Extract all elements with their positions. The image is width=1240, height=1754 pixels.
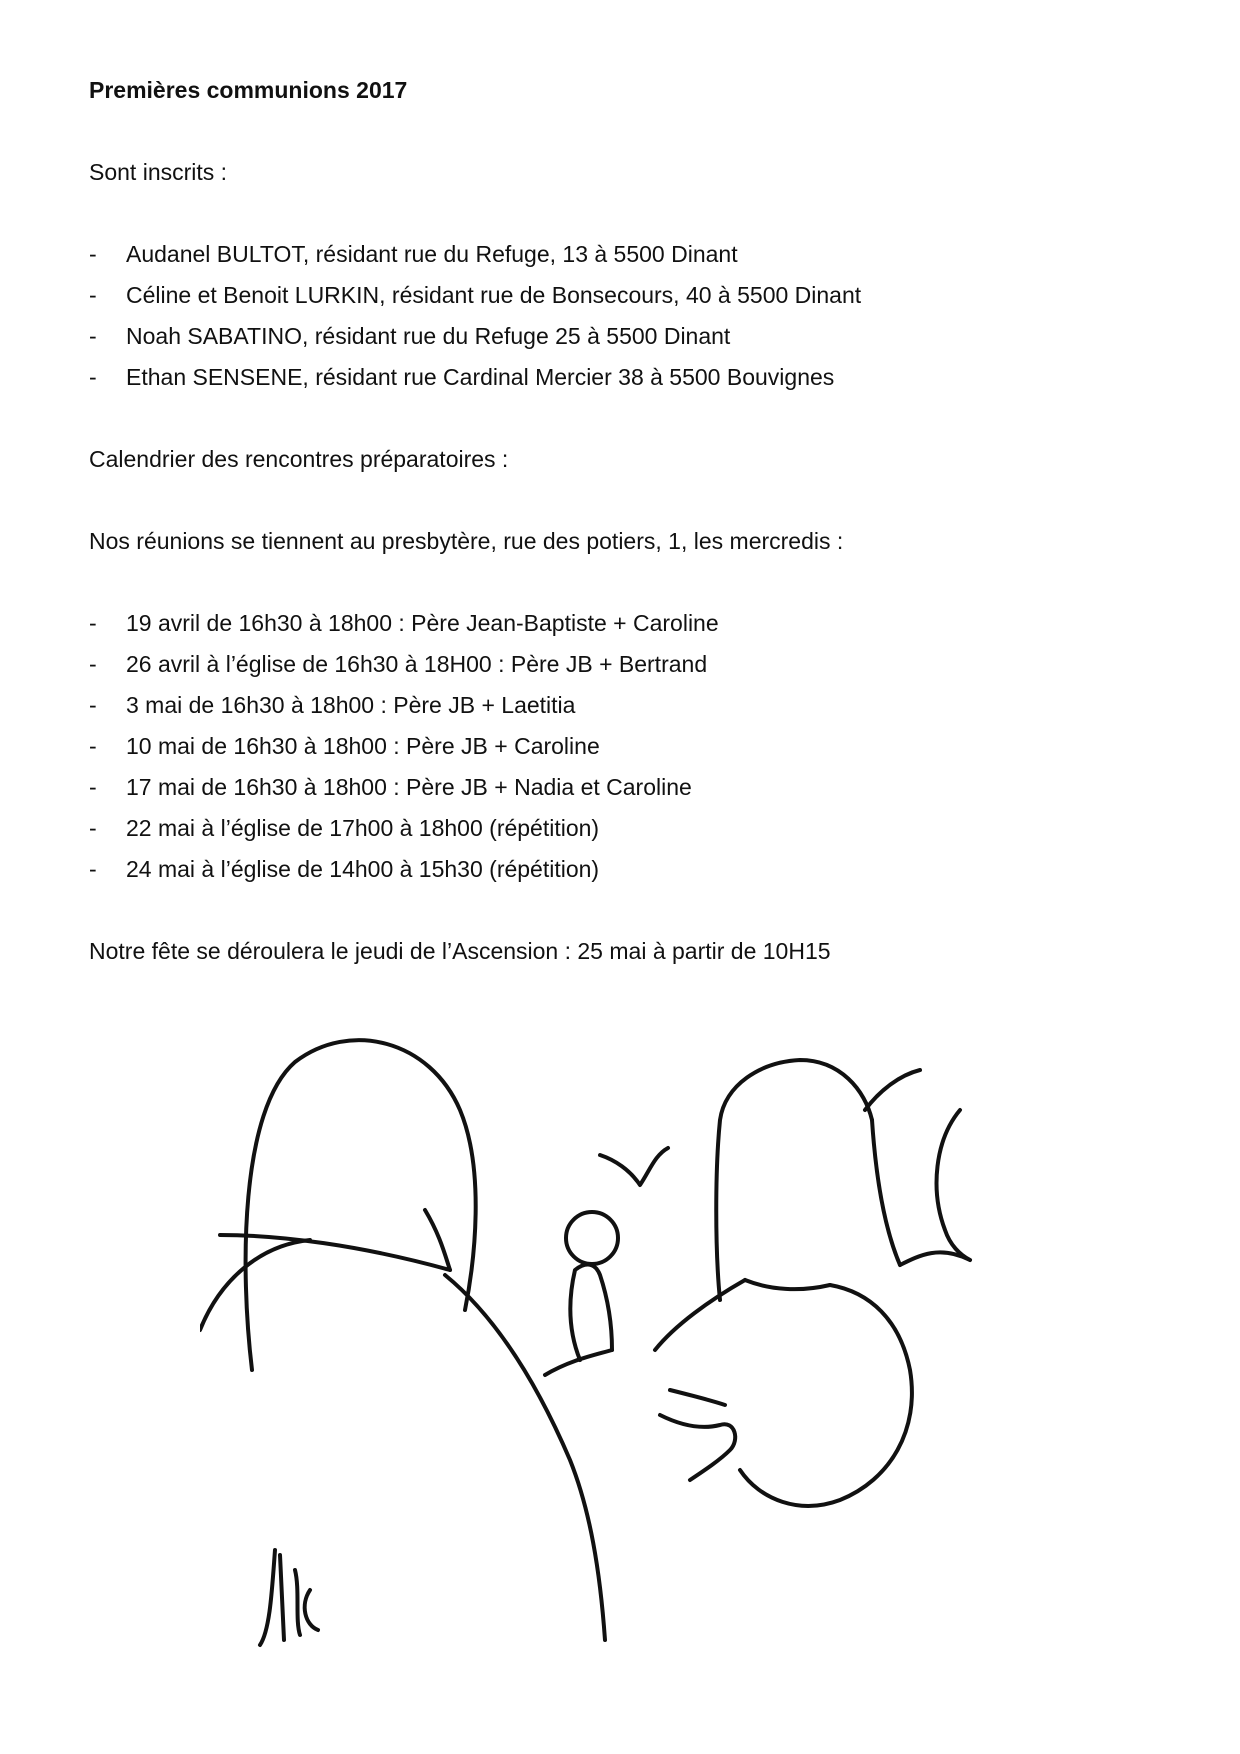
bullet-dash: - <box>89 651 97 677</box>
registered-entry: Noah SABATINO, résidant rue du Refuge 25 à 5500 Dinant <box>126 323 731 349</box>
communion-drawing <box>200 1030 1060 1660</box>
child-collar <box>745 1280 830 1289</box>
child-hair-right <box>872 1120 900 1265</box>
list-item <box>89 316 1149 357</box>
registered-entry: Audanel BULTOT, résidant rue du Refuge, 13 à 5500 Dinant <box>126 241 738 267</box>
bullet-dash: - <box>89 282 97 308</box>
meeting-entry: 22 mai à l’église de 17h00 à 18h00 (répétition) <box>126 815 600 841</box>
celebration-note: Notre fête se déroulera le jeudi de l’Ascension : 25 mai à partir de 10H15 <box>89 938 831 964</box>
list-item <box>89 685 1149 726</box>
priest-head-outline <box>246 1040 476 1370</box>
list-item <box>89 603 1149 644</box>
calendar-heading: Calendrier des rencontres préparatoires : <box>89 446 509 472</box>
document-title: Premières communions 2017 <box>89 77 408 103</box>
bullet-dash: - <box>89 815 97 841</box>
priest-hand <box>570 1265 612 1360</box>
child-shoulder-right <box>740 1285 912 1506</box>
bird-shape <box>865 1070 920 1110</box>
priest-collar-fold <box>425 1210 450 1270</box>
list-item <box>89 275 1149 316</box>
meeting-entry: 10 mai de 16h30 à 18h00 : Père JB + Caroline <box>126 733 600 759</box>
registered-entry: Céline et Benoit LURKIN, résidant rue de Bonsecours, 40 à 5500 Dinant <box>126 282 862 308</box>
list-item <box>89 808 1149 849</box>
list-item <box>89 849 1149 890</box>
priest-back-line <box>445 1275 605 1640</box>
priest-shoulder <box>200 1240 310 1330</box>
host-circle <box>566 1212 618 1264</box>
registered-entry: Ethan SENSENE, résidant rue Cardinal Mercier 38 à 5500 Bouvignes <box>126 364 835 390</box>
child-fingers <box>670 1390 725 1405</box>
list-item <box>89 726 1149 767</box>
neighbour-head <box>937 1110 970 1260</box>
bullet-dash: - <box>89 323 97 349</box>
list-item <box>89 644 1149 685</box>
bullet-dash: - <box>89 692 97 718</box>
neighbour-shoulder <box>900 1252 970 1265</box>
signature-mark <box>260 1550 318 1645</box>
meeting-entry: 24 mai à l’église de 14h00 à 15h30 (répétition) <box>126 856 600 882</box>
document-text <box>89 70 1149 972</box>
child-hand <box>660 1415 735 1480</box>
bullet-dash: - <box>89 856 97 882</box>
registered-list <box>89 234 1149 398</box>
meeting-entry: 3 mai de 16h30 à 18h00 : Père JB + Laetitia <box>126 692 576 718</box>
meeting-entry: 17 mai de 16h30 à 18h00 : Père JB + Nadia et Caroline <box>126 774 692 800</box>
bullet-dash: - <box>89 733 97 759</box>
list-item <box>89 767 1149 808</box>
child-head <box>716 1060 872 1300</box>
list-item <box>89 357 1149 398</box>
meetings-list <box>89 603 1149 890</box>
list-item <box>89 234 1149 275</box>
meetings-intro: Nos réunions se tiennent au presbytère, rue des potiers, 1, les mercredis : <box>89 528 844 554</box>
meeting-entry: 26 avril à l’église de 16h30 à 18H00 : Père JB + Bertrand <box>126 651 708 677</box>
child-shoulder-left <box>655 1280 745 1350</box>
meeting-entry: 19 avril de 16h30 à 18h00 : Père Jean-Baptiste + Caroline <box>126 610 719 636</box>
bullet-dash: - <box>89 774 97 800</box>
bullet-dash: - <box>89 610 97 636</box>
bullet-dash: - <box>89 241 97 267</box>
bird-shape <box>600 1148 668 1185</box>
communion-illustration <box>200 1030 1060 1660</box>
bullet-dash: - <box>89 364 97 390</box>
registered-heading: Sont inscrits : <box>89 159 228 185</box>
priest-collar <box>220 1235 450 1270</box>
